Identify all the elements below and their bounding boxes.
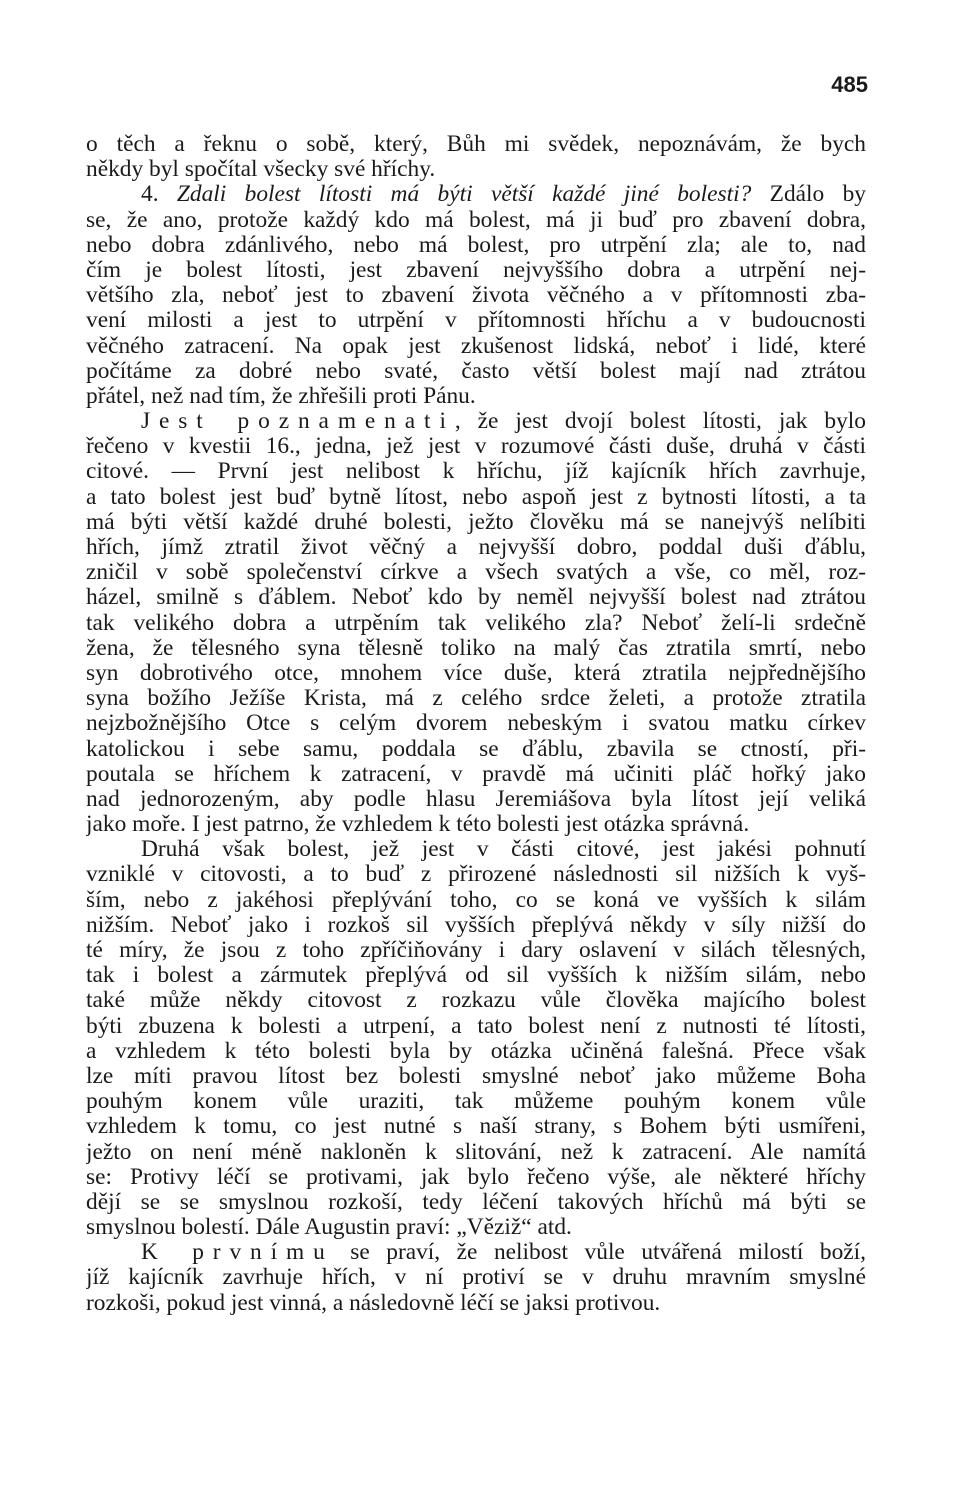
italic-text: Zdali bolest lítosti má býti větší každé jiné bolesti? bbox=[176, 182, 752, 208]
text-segment: někdy byl spočítal všecky své hříchy. bbox=[86, 157, 436, 183]
text-line bbox=[86, 888, 866, 913]
text-segment: Druhá však bolest, jež jest v části citové, jest jakési pohnutí bbox=[141, 837, 866, 863]
text-segment: řečeno v kvestii 16., jedna, jež jest v rozumové části duše, druhá v části bbox=[86, 434, 866, 460]
text-line bbox=[86, 1114, 866, 1139]
text-line bbox=[86, 787, 866, 812]
text-segment: přátel, než nad tím, že zhřešili proti Pánu. bbox=[86, 383, 476, 409]
text-segment: nebo dobra zdánlivého, nebo má bolest, pro utrpění zla; ale to, nad bbox=[86, 232, 866, 258]
text-segment: , že jest dvojí bolest lítosti, jak bylo bbox=[454, 409, 866, 435]
text-line bbox=[86, 157, 866, 182]
text-segment: syna božího Ježíše Krista, má z celého srdce želeti, a protože ztratila bbox=[86, 686, 866, 712]
text-line bbox=[86, 1089, 866, 1114]
text-line bbox=[86, 132, 866, 157]
text-line bbox=[86, 585, 866, 610]
text-segment: se, že ano, protože každý kdo má bolest, má ji buď pro zbavení dobra, bbox=[86, 207, 866, 233]
text-segment: vzhledem k tomu, co jest nutné s naší strany, s Bohem býti usmířeni, bbox=[86, 1114, 866, 1140]
text-segment: čím je bolest lítosti, jest zbavení nejvyššího dobra a utrpění nej- bbox=[86, 257, 866, 283]
text-line bbox=[86, 611, 866, 636]
text-segment: jako moře. I jest patrno, že vzhledem k této bolesti jest otázka správná. bbox=[86, 812, 750, 838]
text-segment: syn dobrotivého otce, mnohem více duše, která ztratila nejpřednějšího bbox=[86, 660, 866, 686]
text-line bbox=[86, 1215, 866, 1240]
text-line bbox=[86, 535, 866, 560]
text-line bbox=[86, 913, 866, 938]
text-segment: smyslnou bolestí. Dále Augustin praví: „Věziž“ atd. bbox=[86, 1215, 572, 1241]
text-line bbox=[86, 434, 866, 459]
text-segment: hřích, jímž ztratil život věčný a nejvyšší dobro, poddal duši ďáblu, bbox=[86, 535, 866, 560]
text-line bbox=[86, 308, 866, 333]
text-segment: ježto on není méně nakloněn k slitování, než k zatracení. Ale namítá bbox=[86, 1139, 866, 1165]
text-segment: házel, smilně s ďáblem. Neboť kdo by neměl nejvyšší bolest nad ztrátou bbox=[86, 585, 866, 611]
text-segment: a tato bolest jest buď bytně lítost, nebo aspoň jest z bytnosti lítosti, a ta bbox=[86, 484, 866, 510]
text-segment: dějí se se smyslnou rozkoší, tedy léčení takových hříchů má býti se bbox=[86, 1189, 866, 1215]
text-segment: ším, nebo z jakéhosi přeplývání toho, co se koná ve vyšších k silám bbox=[86, 887, 866, 913]
text-line bbox=[86, 812, 866, 837]
text-segment: věčného zatracení. Na opak jest zkušenost lidská, neboť i lidé, které bbox=[86, 333, 866, 359]
text-segment: té míry, že jsou z toho zpříčiňovány i dary oslavení v silách tělesných, bbox=[86, 938, 866, 963]
text-segment: býti zbuzena k bolesti a utrpení, a tato bolest není z nutnosti té lítosti, bbox=[86, 1013, 866, 1039]
text-segment: tak i bolest a zármutek přeplývá od sil vyšších k nižším silám, nebo bbox=[86, 963, 866, 989]
text-line bbox=[86, 258, 866, 283]
text-line bbox=[86, 988, 866, 1013]
text-line bbox=[86, 762, 866, 787]
text-line bbox=[86, 636, 866, 661]
text-segment: žena, že tělesného syna tělesně toliko na malý čas ztratila smrtí, nebo bbox=[86, 635, 866, 661]
text-segment: vení milosti a jest to utrpění v přítomnosti hříchu a v budoucnosti bbox=[86, 308, 866, 334]
text-segment: počítáme za dobré nebo svaté, často větší bolest mají nad ztrátou bbox=[86, 358, 866, 384]
text-line bbox=[86, 686, 866, 711]
text-line bbox=[86, 737, 866, 762]
text-line bbox=[86, 1291, 866, 1316]
text-segment: citové. — První jest nelibost k hříchu, jíž kajícník hřích zavrhuje, bbox=[86, 459, 866, 485]
text-line bbox=[86, 459, 866, 484]
text-line bbox=[86, 963, 866, 988]
body-text bbox=[86, 132, 866, 1316]
text-segment: tak velikého dobra a utrpěním tak velikého zla? Neboť želí-li srdečně bbox=[86, 610, 866, 636]
text-line bbox=[86, 837, 866, 862]
text-line bbox=[86, 359, 866, 384]
text-line bbox=[86, 1039, 866, 1064]
spaced-text: Jest poznamenati bbox=[141, 409, 455, 435]
text-segment: lze míti pravou lítost bez bolesti smyslné neboť jako můžeme Boha bbox=[86, 1063, 866, 1089]
text-segment: o těch a řeknu o sobě, který, Bůh mi svědek, nepoznávám, že bych bbox=[86, 132, 866, 157]
text-segment: nad jednorozeným, aby podle hlasu Jeremiášova byla lítost její veliká bbox=[86, 786, 866, 812]
text-line bbox=[86, 283, 866, 308]
text-segment: většího zla, neboť jest to zbavení života věčného a v přítomnosti zba- bbox=[86, 283, 866, 309]
text-line bbox=[86, 862, 866, 887]
text-line bbox=[86, 1165, 866, 1190]
text-line bbox=[86, 1190, 866, 1215]
text-segment: pouhým konem vůle uraziti, tak můžeme pouhým konem vůle bbox=[86, 1089, 866, 1115]
text-line bbox=[86, 938, 866, 963]
text-segment: nejzbožnějšího Otce s celým dvorem nebeským i svatou matku církev bbox=[86, 711, 866, 737]
text-segment: má býti větší každé druhé bolesti, ježto člověku má se nanejvýš nelíbiti bbox=[86, 509, 866, 535]
text-line bbox=[86, 1140, 866, 1165]
text-line bbox=[86, 510, 866, 535]
text-segment: katolickou i sebe samu, poddala se ďáblu, zbavila se ctností, při- bbox=[86, 736, 866, 762]
text-segment: také může někdy citovost z rozkazu vůle člověka majícího bolest bbox=[86, 988, 866, 1014]
text-segment: 4. bbox=[141, 182, 177, 208]
text-line bbox=[86, 182, 866, 207]
text-segment: zničil v sobě společenství církve a všech svatých a vše, co měl, roz- bbox=[86, 560, 866, 586]
text-line bbox=[86, 1240, 866, 1265]
text-segment: vzniklé v citovosti, a to buď z přirozené následnosti sil nižších k vyš- bbox=[86, 862, 866, 888]
text-line bbox=[86, 661, 866, 686]
text-segment: nižším. Neboť jako i rozkoš sil vyšších přeplývá někdy v síly nižší do bbox=[86, 912, 866, 938]
text-segment: a vzhledem k této bolesti byla by otázka učiněná falešná. Přece však bbox=[86, 1038, 866, 1064]
text-line bbox=[86, 1064, 866, 1089]
text-segment: se praví, že nelibost vůle utvářená milostí boží, bbox=[333, 1240, 866, 1266]
text-line bbox=[86, 485, 866, 510]
text-line bbox=[86, 384, 866, 409]
text-line bbox=[86, 1014, 866, 1039]
text-segment: Zdálo by bbox=[751, 182, 866, 208]
text-line bbox=[86, 208, 866, 233]
spaced-text: K prvnímu bbox=[141, 1240, 334, 1266]
page-number: 485 bbox=[831, 72, 868, 97]
text-line bbox=[86, 711, 866, 736]
text-segment: poutala se hříchem k zatracení, v pravdě má učiniti pláč hořký jako bbox=[86, 761, 866, 787]
text-line bbox=[86, 409, 866, 434]
text-line bbox=[86, 560, 866, 585]
text-line bbox=[86, 334, 866, 359]
text-line bbox=[86, 1265, 866, 1290]
text-line bbox=[86, 233, 866, 258]
text-segment: se: Protivy léčí se protivami, jak bylo řečeno výše, ale některé hříchy bbox=[86, 1164, 866, 1190]
text-segment: jíž kajícník zavrhuje hřích, v ní protiví se v druhu mravním smyslné bbox=[86, 1265, 866, 1291]
text-segment: rozkoši, pokud jest vinná, a následovně léčí se jaksi protivou. bbox=[86, 1290, 661, 1316]
